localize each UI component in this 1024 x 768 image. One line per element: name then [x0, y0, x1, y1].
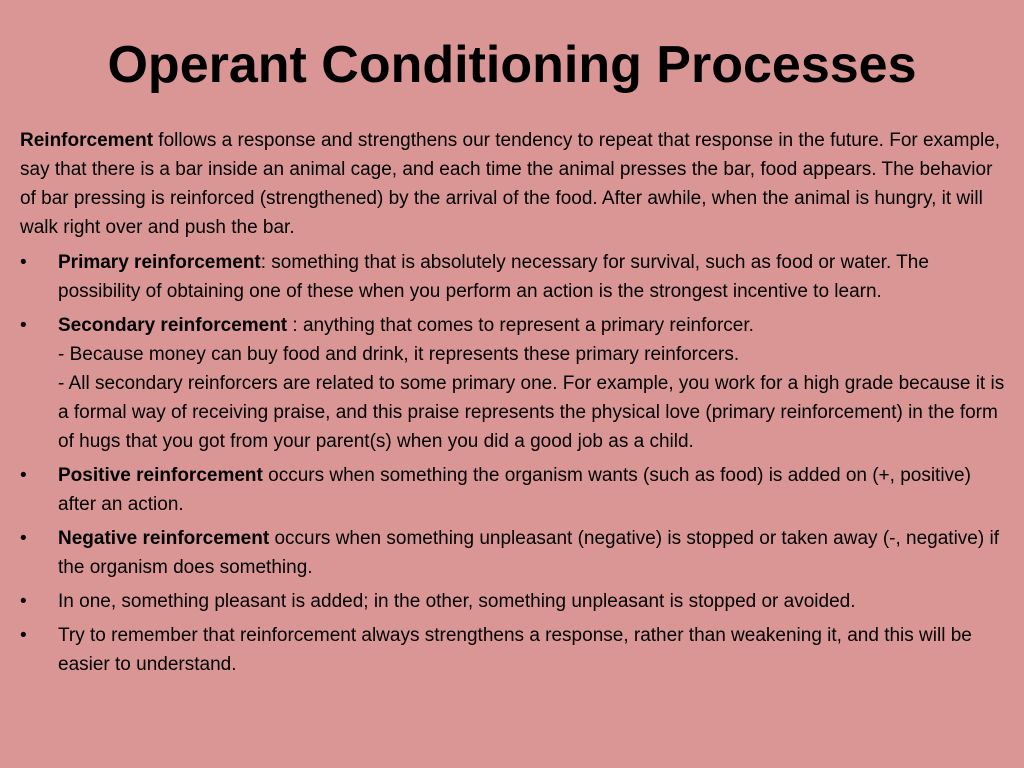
slide-body — [20, 126, 1012, 684]
intro-text: follows a response and strengthens our tendency to repeat that response in the future. For example, say that there is a bar inside an animal cage, and each time the animal presses the bar, food appears. The behavior of bar pressing is reinforced (strengthened) by the arrival of the food. After awhile, when the animal is hungry, it will walk right over and push the bar. — [20, 130, 1001, 238]
bullet-icon: • — [20, 528, 27, 549]
slide-title: Operant Conditioning Processes — [107, 36, 917, 94]
bullet-item-reminder — [20, 621, 1012, 679]
bullet-term: Positive reinforcement — [58, 465, 263, 486]
bullet-item-secondary — [20, 311, 1012, 456]
intro-term: Reinforcement — [20, 130, 154, 151]
bullet-icon: • — [20, 252, 27, 273]
bullet-item-positive — [20, 461, 1012, 519]
intro-paragraph — [20, 126, 1012, 242]
bullet-text: occurs when something unpleasant (negative) is stopped or taken away (-, negative) if the organism does something. — [58, 528, 999, 578]
bullet-icon: • — [20, 465, 27, 486]
bullet-item-comparison — [20, 587, 1012, 616]
bullet-text: : anything that comes to represent a primary reinforcer. — [287, 315, 754, 336]
bullet-text: Try to remember that reinforcement always strengthens a response, rather than weakening it, and this will be easier to understand. — [58, 625, 972, 675]
bullet-subline: - Because money can buy food and drink, it represents these primary reinforcers. — [58, 344, 740, 365]
bullet-text: : something that is absolutely necessary for survival, such as food or water. The possibility of obtaining one of these when you perform an action is the strongest incentive to learn. — [58, 252, 929, 302]
bullet-term: Negative reinforcement — [58, 528, 270, 549]
bullet-icon: • — [20, 625, 27, 646]
bullet-list — [20, 248, 1012, 679]
bullet-term: Secondary reinforcement — [58, 315, 288, 336]
bullet-term: Primary reinforcement — [58, 252, 261, 273]
bullet-icon: • — [20, 315, 27, 336]
bullet-subline: - All secondary reinforcers are related to some primary one. For example, you work for a high grade because it is a formal way of receiving praise, and this praise represents the physical love (primary reinforcement) in the form of hugs that you got from your parent(s) when you did a good job as a child. — [58, 373, 1005, 452]
bullet-item-primary — [20, 248, 1012, 306]
bullet-text: In one, something pleasant is added; in the other, something unpleasant is stopped or avoided. — [58, 591, 856, 612]
bullet-icon: • — [20, 591, 27, 612]
bullet-text: occurs when something the organism wants (such as food) is added on (+, positive) after an action. — [58, 465, 971, 515]
bullet-item-negative — [20, 524, 1012, 582]
